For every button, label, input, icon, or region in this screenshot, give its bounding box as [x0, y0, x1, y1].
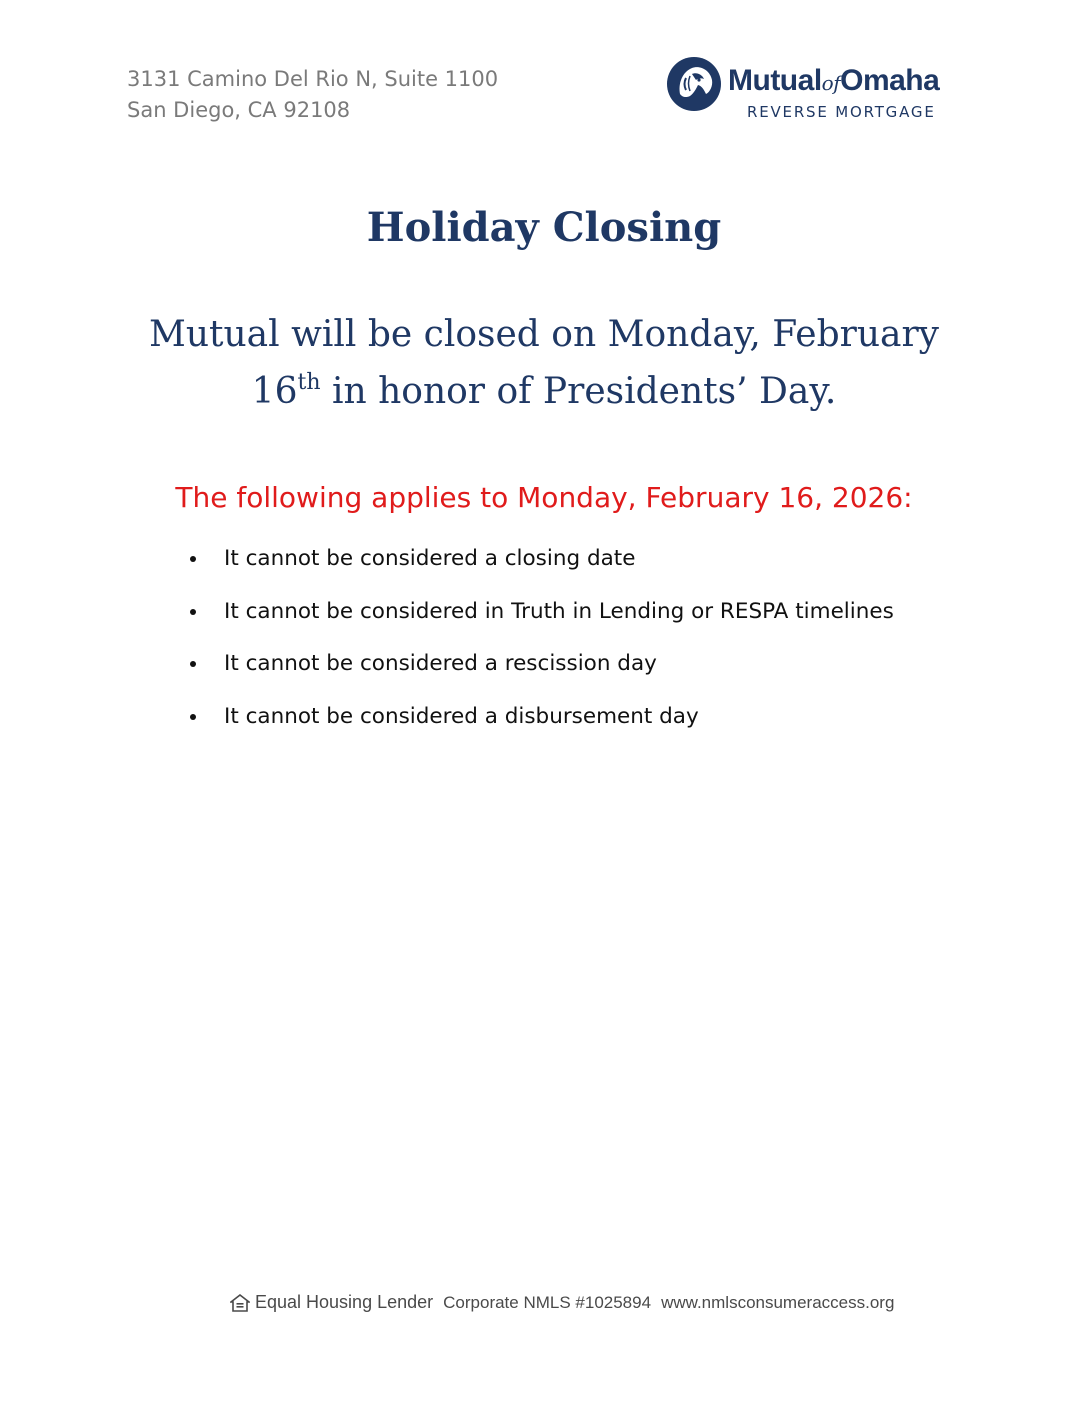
closure-notice — [100, 306, 988, 420]
equal-housing-icon — [230, 1294, 250, 1312]
rule-text: It cannot be considered a disbursement day — [224, 703, 699, 729]
equal-housing-text: Equal Housing Lender — [255, 1292, 434, 1312]
address-line-1: 3131 Camino Del Rio N, Suite 1100 — [127, 67, 499, 91]
applies-heading: The following applies to Monday, February 16, 2026: — [175, 481, 913, 514]
bullet-icon — [190, 556, 196, 562]
bullet-icon — [190, 714, 196, 720]
notice-line-2: in honor of Presidents’ Day. — [320, 371, 837, 412]
bullet-icon — [190, 661, 196, 667]
logo-subtitle: REVERSE MORTGAGE — [747, 103, 936, 121]
notice-day-number: 16 — [251, 371, 298, 412]
rule-text: It cannot be considered a rescission day — [224, 651, 657, 676]
company-logo — [666, 56, 966, 126]
logo-word-mutual: Mutual — [728, 64, 822, 97]
logo-word-omaha: Omaha — [840, 64, 940, 97]
page-title: Holiday Closing — [366, 204, 722, 251]
rule-text: It cannot be considered a closing date — [224, 546, 636, 571]
notice-day-suffix: th — [297, 370, 321, 395]
page-footer — [230, 1292, 894, 1313]
bullet-icon — [190, 609, 196, 615]
logo-wordmark — [728, 64, 939, 98]
nmls-text: Corporate NMLS #1025894 — [443, 1292, 652, 1312]
rule-text: It cannot be considered in Truth in Lending or RESPA timelines — [224, 598, 894, 624]
notice-line-1: Mutual will be closed on Monday, February — [148, 314, 940, 355]
website-link[interactable]: www.nmlsconsumeraccess.org — [661, 1292, 895, 1312]
address-line-2: San Diego, CA 92108 — [127, 98, 351, 122]
company-address — [127, 64, 498, 126]
logo-word-of: of — [821, 71, 841, 95]
lion-head-icon — [666, 56, 722, 112]
